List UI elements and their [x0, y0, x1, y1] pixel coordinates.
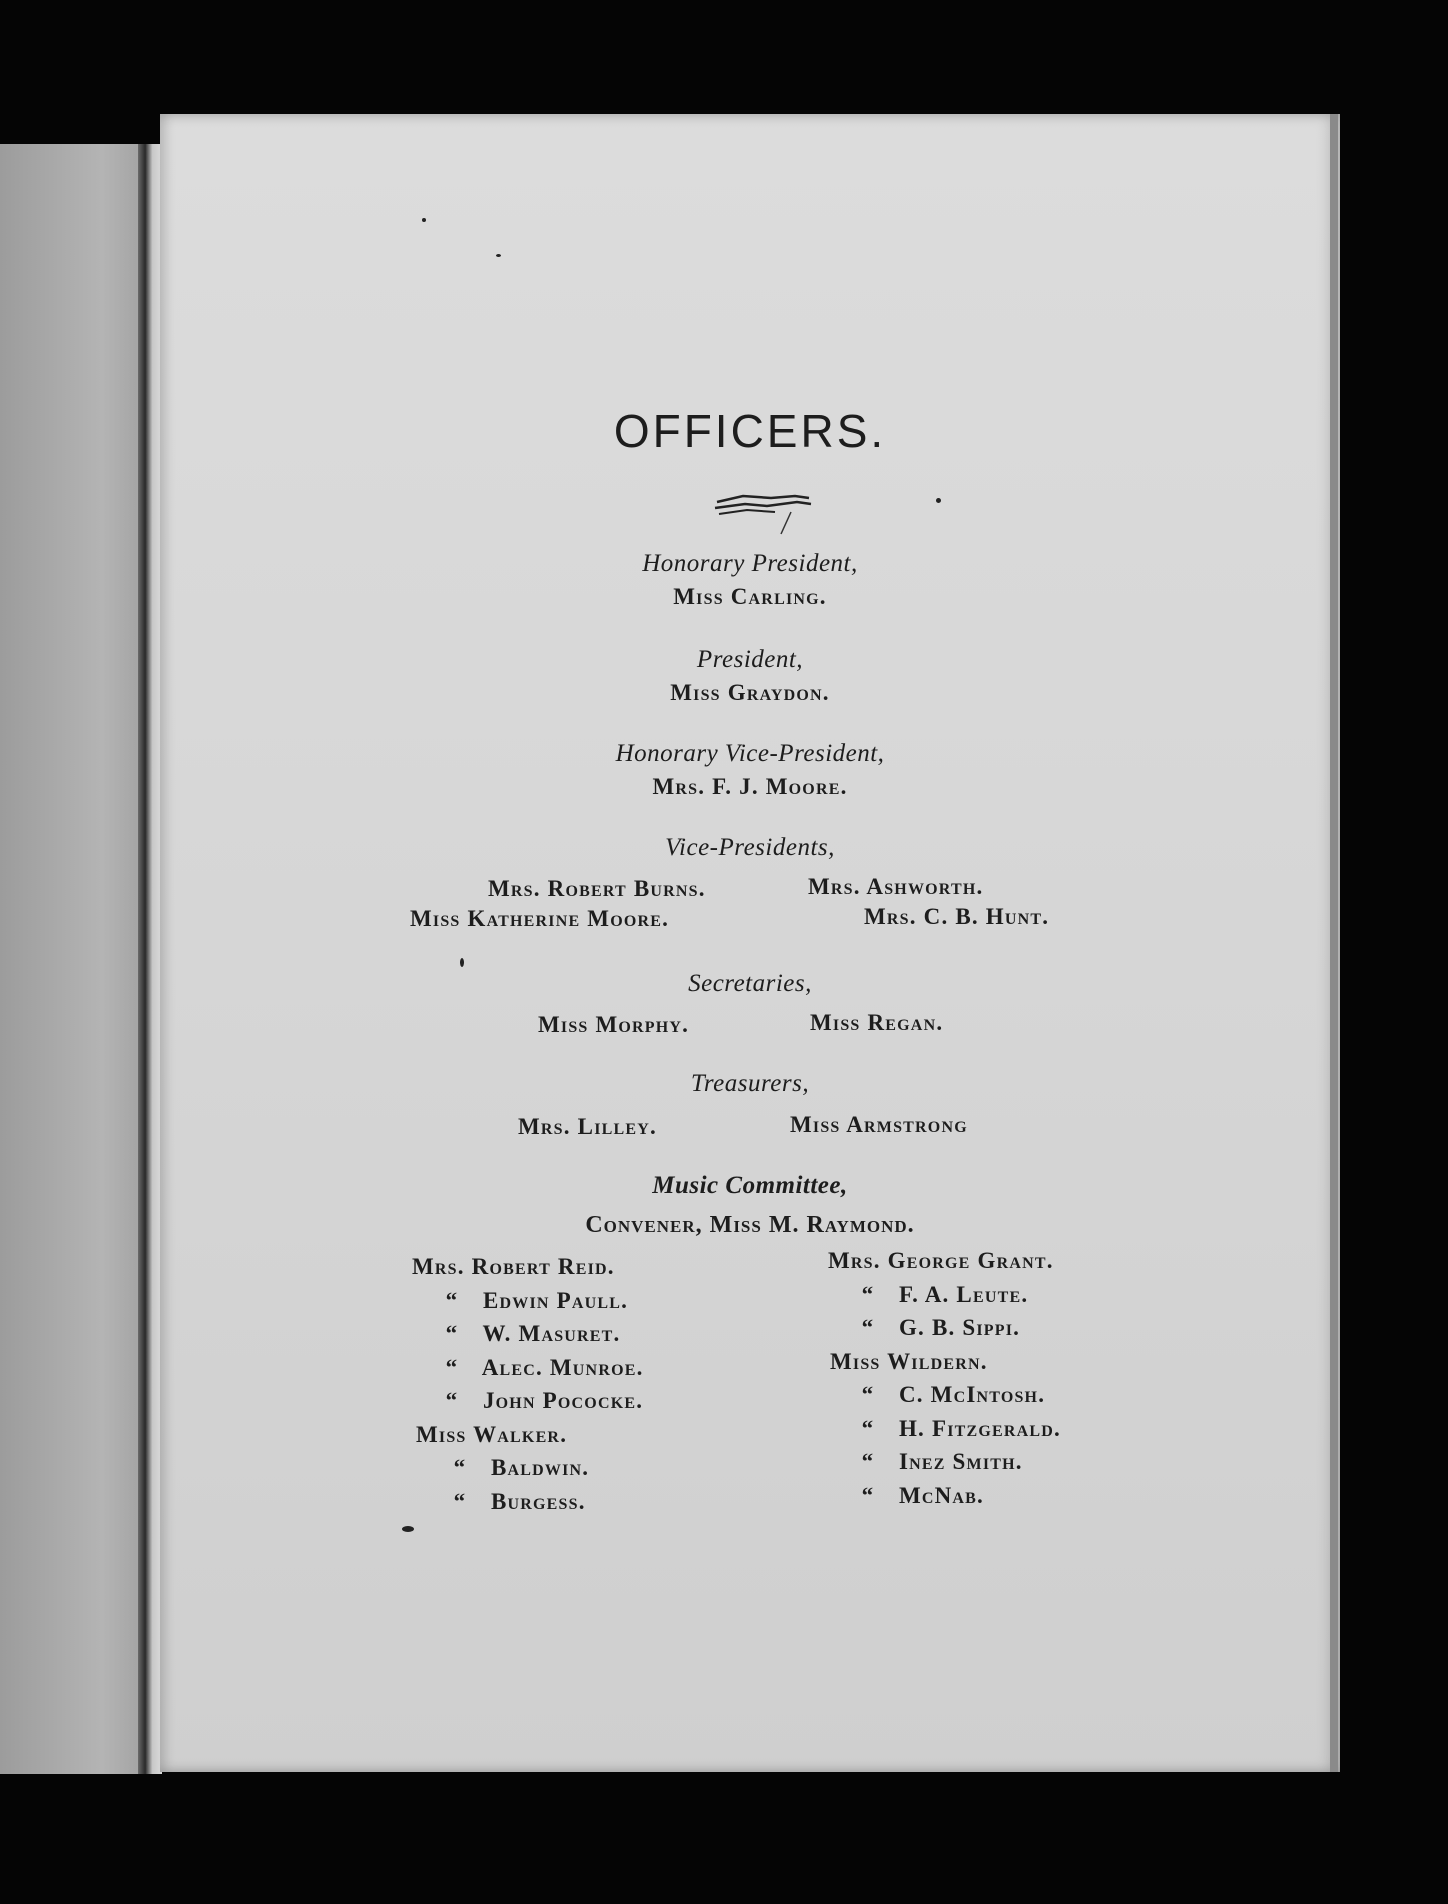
vice-presidents-heading: Vice-Presidents,: [665, 834, 835, 861]
treasurer-name: Mrs. Lilley.: [518, 1114, 657, 1139]
member-name: Inez Smith.: [898, 1449, 1023, 1474]
vice-president-name: Miss Katherine Moore.: [410, 906, 670, 931]
secretary-name: Miss Regan.: [810, 1010, 944, 1035]
left-facing-page: [0, 144, 146, 1774]
title-prefix: Miss: [416, 1421, 467, 1447]
honorary-president-heading: Honorary President,: [642, 550, 858, 577]
member-name: Wildern.: [887, 1348, 988, 1374]
ditto-mark: “: [453, 1455, 467, 1480]
vice-president-name: Mrs. Robert Burns.: [488, 876, 706, 901]
music-committee-left-column: [412, 1250, 644, 1518]
list-item: [412, 1284, 644, 1318]
honorary-president-name: Miss Carling.: [673, 584, 827, 609]
member-name: H. Fitzgerald.: [898, 1415, 1061, 1441]
ink-speck: [936, 498, 941, 503]
ink-speck: [460, 958, 464, 967]
member-name: F. A. Leute.: [898, 1281, 1029, 1307]
list-item: [412, 1451, 644, 1485]
page-title: OFFICERS.: [613, 405, 887, 457]
music-committee-convener: Convener, Miss M. Raymond.: [585, 1212, 915, 1238]
list-item: [828, 1445, 1061, 1479]
ink-speck: [402, 1526, 414, 1532]
member-name: G. B. Sippi.: [898, 1315, 1021, 1340]
title-prefix: Mrs.: [828, 1248, 881, 1273]
ditto-mark: “: [453, 1488, 467, 1514]
ornament-divider-icon: [705, 486, 825, 536]
list-item: [828, 1244, 1061, 1278]
member-name: John Pococke.: [482, 1388, 644, 1413]
list-item: [412, 1317, 644, 1351]
list-item: [412, 1384, 644, 1418]
treasurer-name: Miss Armstrong: [790, 1112, 968, 1137]
list-item: [828, 1479, 1061, 1513]
title-prefix: Miss: [830, 1348, 881, 1374]
list-item: [828, 1378, 1061, 1412]
secretary-name: Miss Morphy.: [538, 1012, 690, 1037]
list-item: [412, 1250, 644, 1284]
ditto-mark: “: [861, 1382, 875, 1407]
member-name: C. McIntosh.: [898, 1382, 1046, 1407]
vice-president-name: Mrs. Ashworth.: [808, 874, 984, 899]
member-name: George Grant.: [887, 1248, 1054, 1273]
ditto-mark: “: [445, 1388, 459, 1413]
ditto-mark: “: [445, 1354, 459, 1380]
member-name: Alec. Munroe.: [481, 1354, 644, 1380]
president-heading: President,: [696, 646, 804, 673]
treasurers-heading: Treasurers,: [690, 1070, 810, 1097]
vice-president-name: Mrs. C. B. Hunt.: [864, 904, 1050, 929]
list-item: [828, 1278, 1061, 1312]
ditto-mark: “: [861, 1281, 875, 1307]
list-item: [412, 1351, 644, 1385]
list-item: [412, 1485, 644, 1519]
music-committee-heading: Music Committee,: [652, 1172, 848, 1199]
member-name: W. Masuret.: [482, 1321, 621, 1346]
list-item: [828, 1311, 1061, 1345]
ditto-mark: “: [445, 1287, 459, 1313]
ink-speck: [496, 254, 501, 257]
list-item: [828, 1412, 1061, 1446]
member-name: Edwin Paull.: [482, 1287, 629, 1313]
member-name: McNab.: [898, 1482, 985, 1508]
list-item: [828, 1345, 1061, 1379]
list-item: [412, 1418, 644, 1452]
music-committee-right-column: [828, 1244, 1061, 1512]
ink-speck: [422, 218, 426, 222]
page-content: [160, 114, 1340, 1772]
document-page: [160, 114, 1340, 1772]
ditto-mark: “: [861, 1449, 875, 1474]
secretaries-heading: Secretaries,: [688, 970, 812, 997]
member-name: Baldwin.: [490, 1455, 590, 1480]
book-gutter: [138, 144, 162, 1774]
ditto-mark: “: [861, 1315, 875, 1340]
member-name: Robert Reid.: [471, 1254, 615, 1279]
page-edge: [1330, 114, 1338, 1772]
ditto-mark: “: [861, 1482, 875, 1508]
ditto-mark: “: [445, 1321, 459, 1346]
ditto-mark: “: [861, 1415, 875, 1441]
honorary-vice-president-heading: Honorary Vice-President,: [615, 740, 885, 767]
honorary-vice-president-name: Mrs. F. J. Moore.: [652, 774, 848, 799]
president-name: Miss Graydon.: [670, 680, 830, 705]
member-name: Walker.: [473, 1421, 568, 1447]
title-prefix: Mrs.: [412, 1254, 465, 1279]
member-name: Burgess.: [490, 1488, 586, 1514]
